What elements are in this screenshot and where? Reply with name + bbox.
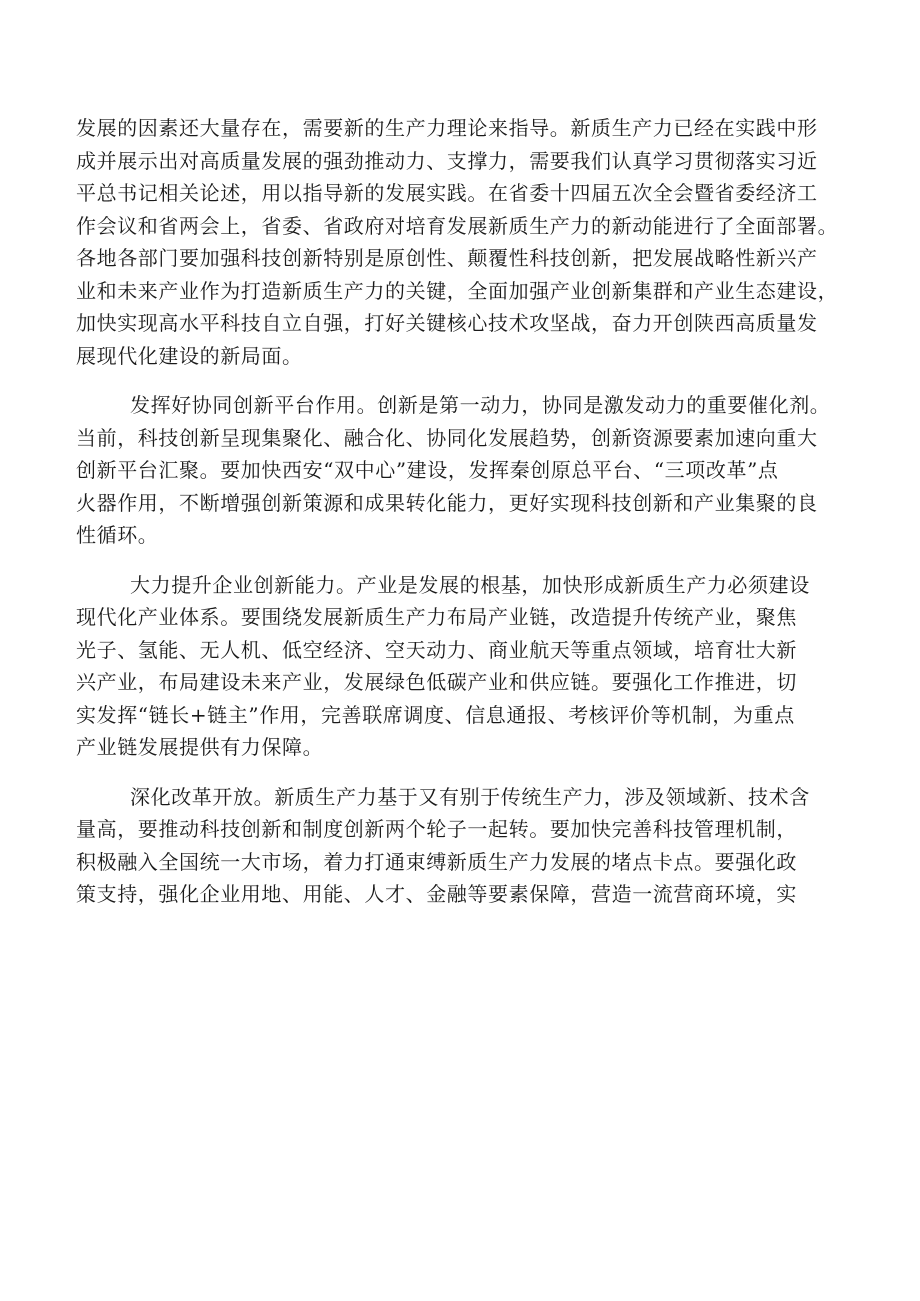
text-line: 现代化产业体系。要围绕发展新质生产力布局产业链，改造提升传统产业，聚焦 xyxy=(76,605,797,629)
text-line: 兴产业，布局建设未来产业，发展绿色低碳产业和供应链。要强化工作推进，切 xyxy=(76,670,797,694)
document-page xyxy=(76,112,856,911)
paragraph-2 xyxy=(76,389,856,551)
text-line: 展现代化建设的新局面。 xyxy=(76,343,303,368)
paragraph-gap xyxy=(76,764,856,781)
paragraph-4 xyxy=(76,781,856,911)
text-line: 发挥好协同创新平台作用。创新是第一动力，协同是激发动力的重要催化剂。 xyxy=(130,393,831,417)
text-line: 量高，要推动科技创新和制度创新两个轮子一起转。要加快完善科技管理机制， xyxy=(76,817,797,841)
text-line: 深化改革开放。新质生产力基于又有别于传统生产力，涉及领域新、技术含 xyxy=(130,784,810,809)
text-line: 光子、氢能、无人机、低空经济、空天动力、商业航天等重点领域，培育壮大新 xyxy=(76,637,797,662)
text-line: 实发挥“链长+链主”作用，完善联席调度、信息通报、考核评价等机制，为重点 xyxy=(76,702,795,727)
text-line: 业和未来产业作为打造新质生产力的关键，全面加强产业创新集群和产业生态建设， xyxy=(76,278,839,303)
text-line: 成并展示出对高质量发展的强劲推动力、支撑力，需要我们认真学习贯彻落实习近 xyxy=(76,148,818,173)
text-line: 发展的因素还大量存在，需要新的生产力理论来指导。新质生产力已经在实践中形 xyxy=(76,116,818,140)
paragraph-1 xyxy=(76,112,856,372)
text-line: 火器作用，不断增强创新策源和成果转化能力，更好实现科技创新和产业集聚的良 xyxy=(76,490,818,515)
text-line: 当前，科技创新呈现集聚化、融合化、协同化发展趋势，创新资源要素加速向重大 xyxy=(76,425,818,450)
paragraph-gap xyxy=(76,372,856,389)
text-line: 大力提升企业创新能力。产业是发展的根基，加快形成新质生产力必须建设 xyxy=(130,572,810,597)
paragraph-gap xyxy=(76,552,856,569)
paragraph-3 xyxy=(76,569,856,764)
text-line: 加快实现高水平科技自立自强，打好关键核心技术攻坚战，奋力开创陕西高质量发 xyxy=(76,311,818,335)
text-line: 策支持，强化企业用地、用能、人才、金融等要素保障，营造一流营商环境，实 xyxy=(76,882,797,906)
text-line: 创新平台汇聚。要加快西安“双中心”建设，发挥秦创原总平台、“三项改革”点 xyxy=(76,458,779,482)
text-line: 各地各部门要加强科技创新特别是原创性、颠覆性科技创新，把发展战略性新兴产 xyxy=(76,246,818,270)
text-line: 作会议和省两会上，省委、省政府对培育发展新质生产力的新动能进行了全面部署。 xyxy=(76,213,839,238)
text-line: 平总书记相关论述，用以指导新的发展实践。在省委十四届五次全会暨省委经济工 xyxy=(76,181,818,205)
text-line: 性循环。 xyxy=(76,523,159,547)
text-line: 积极融入全国统一大市场，着力打通束缚新质生产力发展的堵点卡点。要强化政 xyxy=(76,849,797,874)
text-line: 产业链发展提供有力保障。 xyxy=(76,735,324,759)
